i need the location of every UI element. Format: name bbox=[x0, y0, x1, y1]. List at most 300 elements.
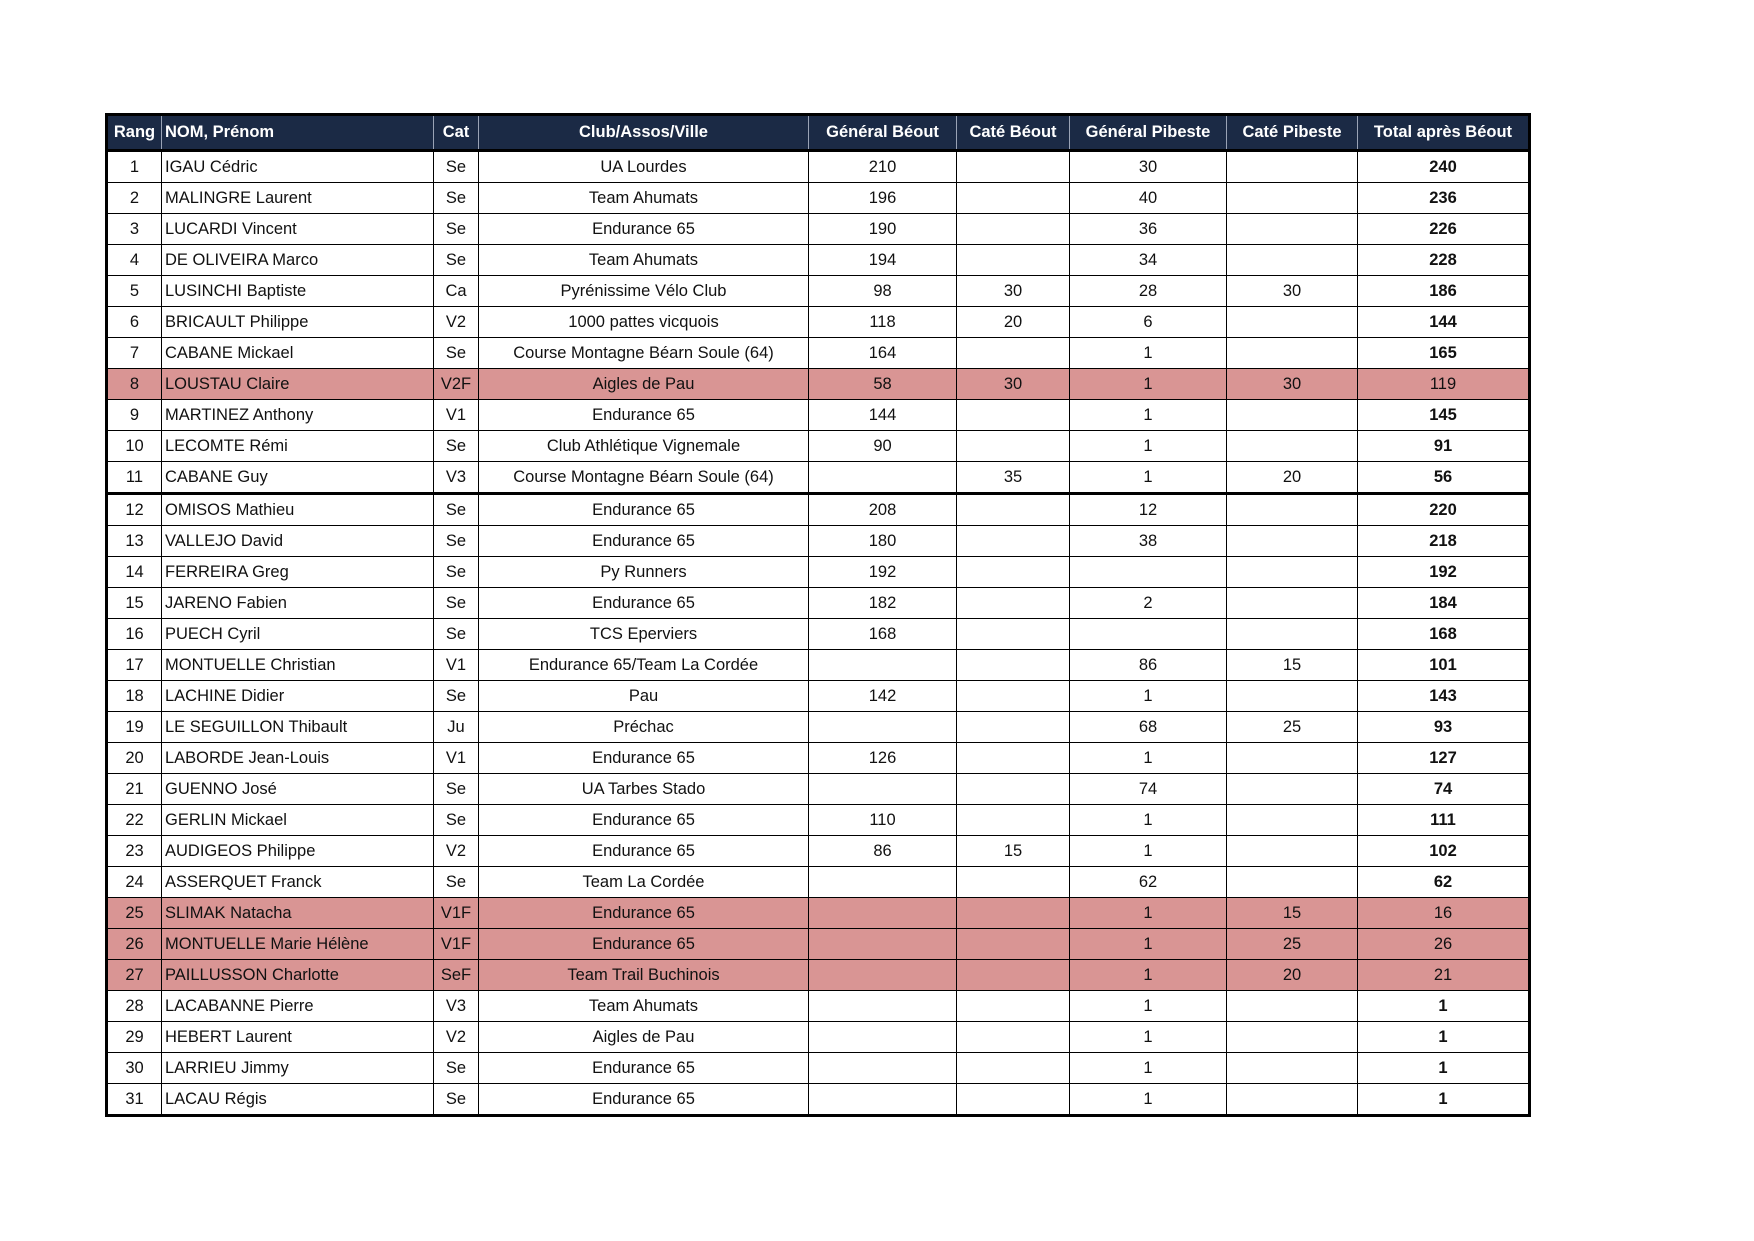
cell-name: LABORDE Jean-Louis bbox=[162, 743, 434, 774]
cell-cat: Ju bbox=[434, 712, 479, 743]
table-row bbox=[107, 712, 1530, 743]
cell-general-pibeste: 30 bbox=[1070, 151, 1227, 183]
cell-total: 144 bbox=[1358, 307, 1530, 338]
table-row bbox=[107, 183, 1530, 214]
cell-general-pibeste: 1 bbox=[1070, 681, 1227, 712]
cell-cate-pibeste bbox=[1227, 431, 1358, 462]
cell-rang: 31 bbox=[107, 1084, 162, 1116]
cell-cat: V2 bbox=[434, 1022, 479, 1053]
cell-cate-beout bbox=[957, 929, 1070, 960]
cell-name: MONTUELLE Christian bbox=[162, 650, 434, 681]
cell-rang: 29 bbox=[107, 1022, 162, 1053]
cell-general-beout: 86 bbox=[809, 836, 957, 867]
header-cat: Cat bbox=[434, 115, 479, 151]
cell-general-beout bbox=[809, 774, 957, 805]
cell-club: Team La Cordée bbox=[479, 867, 809, 898]
cell-cate-pibeste bbox=[1227, 400, 1358, 431]
cell-general-beout bbox=[809, 1053, 957, 1084]
cell-general-beout: 144 bbox=[809, 400, 957, 431]
header-row bbox=[107, 115, 1530, 151]
cell-cate-beout bbox=[957, 431, 1070, 462]
table-row bbox=[107, 1022, 1530, 1053]
cell-cate-pibeste bbox=[1227, 774, 1358, 805]
cell-cate-pibeste bbox=[1227, 151, 1358, 183]
cell-cate-beout bbox=[957, 991, 1070, 1022]
cell-cate-beout bbox=[957, 805, 1070, 836]
cell-name: MARTINEZ Anthony bbox=[162, 400, 434, 431]
cell-cat: Se bbox=[434, 774, 479, 805]
cell-total: 101 bbox=[1358, 650, 1530, 681]
table-row bbox=[107, 307, 1530, 338]
table-row bbox=[107, 898, 1530, 929]
cell-name: OMISOS Mathieu bbox=[162, 494, 434, 526]
table-row bbox=[107, 214, 1530, 245]
cell-rang: 18 bbox=[107, 681, 162, 712]
cell-cate-beout bbox=[957, 898, 1070, 929]
cell-cate-beout: 30 bbox=[957, 369, 1070, 400]
cell-general-pibeste: 1 bbox=[1070, 898, 1227, 929]
cell-general-pibeste: 1 bbox=[1070, 1053, 1227, 1084]
header-rang: Rang bbox=[107, 115, 162, 151]
cell-general-beout: 110 bbox=[809, 805, 957, 836]
cell-cate-pibeste bbox=[1227, 681, 1358, 712]
table-row bbox=[107, 557, 1530, 588]
cell-cat: Se bbox=[434, 214, 479, 245]
cell-name: PAILLUSSON Charlotte bbox=[162, 960, 434, 991]
cell-general-pibeste: 28 bbox=[1070, 276, 1227, 307]
cell-cate-beout bbox=[957, 151, 1070, 183]
cell-general-beout: 164 bbox=[809, 338, 957, 369]
cell-cate-pibeste bbox=[1227, 183, 1358, 214]
cell-general-beout bbox=[809, 929, 957, 960]
cell-name: LECOMTE Rémi bbox=[162, 431, 434, 462]
header-general-pibeste: Général Pibeste bbox=[1070, 115, 1227, 151]
cell-total: 91 bbox=[1358, 431, 1530, 462]
cell-total: 1 bbox=[1358, 1053, 1530, 1084]
cell-club: TCS Eperviers bbox=[479, 619, 809, 650]
cell-rang: 24 bbox=[107, 867, 162, 898]
cell-cate-beout: 15 bbox=[957, 836, 1070, 867]
cell-cat: V2F bbox=[434, 369, 479, 400]
cell-club: Endurance 65/Team La Cordée bbox=[479, 650, 809, 681]
cell-club: Endurance 65 bbox=[479, 1053, 809, 1084]
cell-rang: 22 bbox=[107, 805, 162, 836]
cell-cat: V3 bbox=[434, 991, 479, 1022]
cell-name: LACABANNE Pierre bbox=[162, 991, 434, 1022]
cell-total: 74 bbox=[1358, 774, 1530, 805]
cell-name: DE OLIVEIRA Marco bbox=[162, 245, 434, 276]
cell-club: Course Montagne Béarn Soule (64) bbox=[479, 462, 809, 494]
cell-general-pibeste: 1 bbox=[1070, 462, 1227, 494]
cell-name: ASSERQUET Franck bbox=[162, 867, 434, 898]
cell-total: 56 bbox=[1358, 462, 1530, 494]
cell-cate-beout: 35 bbox=[957, 462, 1070, 494]
cell-name: CABANE Mickael bbox=[162, 338, 434, 369]
cell-rang: 17 bbox=[107, 650, 162, 681]
cell-name: IGAU Cédric bbox=[162, 151, 434, 183]
cell-total: 168 bbox=[1358, 619, 1530, 650]
cell-general-pibeste: 68 bbox=[1070, 712, 1227, 743]
cell-cate-beout bbox=[957, 619, 1070, 650]
cell-total: 192 bbox=[1358, 557, 1530, 588]
header-club: Club/Assos/Ville bbox=[479, 115, 809, 151]
cell-rang: 23 bbox=[107, 836, 162, 867]
cell-general-pibeste: 34 bbox=[1070, 245, 1227, 276]
cell-club: Endurance 65 bbox=[479, 526, 809, 557]
cell-name: LACHINE Didier bbox=[162, 681, 434, 712]
cell-cate-beout bbox=[957, 557, 1070, 588]
cell-club: Aigles de Pau bbox=[479, 1022, 809, 1053]
cell-general-pibeste: 62 bbox=[1070, 867, 1227, 898]
cell-general-beout bbox=[809, 991, 957, 1022]
cell-general-pibeste: 6 bbox=[1070, 307, 1227, 338]
cell-rang: 25 bbox=[107, 898, 162, 929]
cell-club: Endurance 65 bbox=[479, 400, 809, 431]
cell-rang: 3 bbox=[107, 214, 162, 245]
cell-name: BRICAULT Philippe bbox=[162, 307, 434, 338]
table-row bbox=[107, 526, 1530, 557]
cell-cat: V3 bbox=[434, 462, 479, 494]
table-row bbox=[107, 400, 1530, 431]
cell-club: Aigles de Pau bbox=[479, 369, 809, 400]
cell-general-pibeste: 1 bbox=[1070, 929, 1227, 960]
table-row bbox=[107, 1053, 1530, 1084]
table-row bbox=[107, 588, 1530, 619]
cell-name: HEBERT Laurent bbox=[162, 1022, 434, 1053]
cell-cate-pibeste bbox=[1227, 557, 1358, 588]
cell-club: Endurance 65 bbox=[479, 1084, 809, 1116]
cell-cate-pibeste: 30 bbox=[1227, 276, 1358, 307]
header-cate-pibeste: Caté Pibeste bbox=[1227, 115, 1358, 151]
cell-name: LACAU Régis bbox=[162, 1084, 434, 1116]
table-row bbox=[107, 774, 1530, 805]
cell-club: Pau bbox=[479, 681, 809, 712]
cell-club: Endurance 65 bbox=[479, 898, 809, 929]
cell-general-beout: 210 bbox=[809, 151, 957, 183]
cell-rang: 5 bbox=[107, 276, 162, 307]
cell-cate-pibeste: 20 bbox=[1227, 960, 1358, 991]
cell-total: 186 bbox=[1358, 276, 1530, 307]
cell-rang: 10 bbox=[107, 431, 162, 462]
cell-name: LUSINCHI Baptiste bbox=[162, 276, 434, 307]
cell-general-beout bbox=[809, 712, 957, 743]
cell-rang: 19 bbox=[107, 712, 162, 743]
cell-cate-pibeste bbox=[1227, 245, 1358, 276]
cell-rang: 21 bbox=[107, 774, 162, 805]
cell-total: 218 bbox=[1358, 526, 1530, 557]
cell-general-pibeste: 1 bbox=[1070, 431, 1227, 462]
cell-name: FERREIRA Greg bbox=[162, 557, 434, 588]
cell-club: Endurance 65 bbox=[479, 588, 809, 619]
cell-cate-beout bbox=[957, 712, 1070, 743]
cell-cate-pibeste: 30 bbox=[1227, 369, 1358, 400]
cell-cat: V2 bbox=[434, 307, 479, 338]
cell-total: 165 bbox=[1358, 338, 1530, 369]
table-row bbox=[107, 681, 1530, 712]
cell-cate-pibeste bbox=[1227, 867, 1358, 898]
cell-cat: V1 bbox=[434, 650, 479, 681]
cell-total: 240 bbox=[1358, 151, 1530, 183]
cell-name: MONTUELLE Marie Hélène bbox=[162, 929, 434, 960]
cell-rang: 1 bbox=[107, 151, 162, 183]
cell-cate-beout bbox=[957, 494, 1070, 526]
cell-general-beout: 168 bbox=[809, 619, 957, 650]
cell-name: CABANE Guy bbox=[162, 462, 434, 494]
cell-cate-beout bbox=[957, 867, 1070, 898]
cell-club: UA Lourdes bbox=[479, 151, 809, 183]
cell-cate-beout: 20 bbox=[957, 307, 1070, 338]
cell-general-beout bbox=[809, 462, 957, 494]
cell-cate-pibeste bbox=[1227, 743, 1358, 774]
table-row bbox=[107, 960, 1530, 991]
cell-cate-beout bbox=[957, 650, 1070, 681]
cell-general-pibeste: 1 bbox=[1070, 400, 1227, 431]
cell-cat: Ca bbox=[434, 276, 479, 307]
cell-general-beout: 98 bbox=[809, 276, 957, 307]
cell-cat: Se bbox=[434, 1053, 479, 1084]
header-nom: NOM, Prénom bbox=[162, 115, 434, 151]
cell-cate-beout bbox=[957, 338, 1070, 369]
cell-cat: Se bbox=[434, 494, 479, 526]
cell-name: GERLIN Mickael bbox=[162, 805, 434, 836]
cell-cate-beout bbox=[957, 588, 1070, 619]
cell-cate-beout bbox=[957, 774, 1070, 805]
cell-club: Endurance 65 bbox=[479, 805, 809, 836]
cell-cat: Se bbox=[434, 867, 479, 898]
cell-total: 145 bbox=[1358, 400, 1530, 431]
cell-general-beout: 182 bbox=[809, 588, 957, 619]
cell-general-beout bbox=[809, 898, 957, 929]
cell-cate-pibeste: 15 bbox=[1227, 898, 1358, 929]
cell-cat: Se bbox=[434, 245, 479, 276]
cell-general-beout: 126 bbox=[809, 743, 957, 774]
cell-rang: 11 bbox=[107, 462, 162, 494]
cell-total: 127 bbox=[1358, 743, 1530, 774]
cell-total: 16 bbox=[1358, 898, 1530, 929]
cell-total: 143 bbox=[1358, 681, 1530, 712]
cell-general-beout: 118 bbox=[809, 307, 957, 338]
cell-cate-beout bbox=[957, 1053, 1070, 1084]
cell-general-pibeste: 12 bbox=[1070, 494, 1227, 526]
cell-cat: Se bbox=[434, 183, 479, 214]
cell-cate-beout bbox=[957, 400, 1070, 431]
cell-general-beout: 180 bbox=[809, 526, 957, 557]
cell-total: 119 bbox=[1358, 369, 1530, 400]
cell-total: 26 bbox=[1358, 929, 1530, 960]
cell-general-beout bbox=[809, 1022, 957, 1053]
table-row bbox=[107, 245, 1530, 276]
cell-rang: 2 bbox=[107, 183, 162, 214]
cell-rang: 30 bbox=[107, 1053, 162, 1084]
cell-general-pibeste: 1 bbox=[1070, 836, 1227, 867]
cell-club: Course Montagne Béarn Soule (64) bbox=[479, 338, 809, 369]
cell-rang: 28 bbox=[107, 991, 162, 1022]
cell-total: 226 bbox=[1358, 214, 1530, 245]
cell-cate-pibeste bbox=[1227, 1053, 1358, 1084]
cell-general-pibeste: 1 bbox=[1070, 369, 1227, 400]
cell-cat: V1F bbox=[434, 898, 479, 929]
cell-rang: 4 bbox=[107, 245, 162, 276]
cell-cat: V1 bbox=[434, 400, 479, 431]
cell-total: 21 bbox=[1358, 960, 1530, 991]
cell-name: PUECH Cyril bbox=[162, 619, 434, 650]
cell-cat: Se bbox=[434, 588, 479, 619]
cell-cate-beout bbox=[957, 1084, 1070, 1116]
table-row bbox=[107, 276, 1530, 307]
cell-cate-pibeste bbox=[1227, 526, 1358, 557]
cell-club: Team Ahumats bbox=[479, 183, 809, 214]
table-row bbox=[107, 743, 1530, 774]
cell-club: Endurance 65 bbox=[479, 836, 809, 867]
cell-cate-beout: 30 bbox=[957, 276, 1070, 307]
cell-cate-pibeste bbox=[1227, 214, 1358, 245]
cell-total: 236 bbox=[1358, 183, 1530, 214]
cell-name: GUENNO José bbox=[162, 774, 434, 805]
cell-cate-beout bbox=[957, 245, 1070, 276]
cell-general-beout bbox=[809, 960, 957, 991]
cell-name: AUDIGEOS Philippe bbox=[162, 836, 434, 867]
cell-total: 111 bbox=[1358, 805, 1530, 836]
cell-cat: V1 bbox=[434, 743, 479, 774]
cell-club: Endurance 65 bbox=[479, 743, 809, 774]
cell-cat: Se bbox=[434, 431, 479, 462]
cell-total: 220 bbox=[1358, 494, 1530, 526]
cell-name: JARENO Fabien bbox=[162, 588, 434, 619]
cell-general-beout: 90 bbox=[809, 431, 957, 462]
table-row bbox=[107, 805, 1530, 836]
cell-general-pibeste: 1 bbox=[1070, 1022, 1227, 1053]
cell-rang: 16 bbox=[107, 619, 162, 650]
cell-rang: 7 bbox=[107, 338, 162, 369]
table-row bbox=[107, 494, 1530, 526]
cell-name: MALINGRE Laurent bbox=[162, 183, 434, 214]
cell-cat: Se bbox=[434, 526, 479, 557]
cell-cate-pibeste bbox=[1227, 307, 1358, 338]
cell-total: 184 bbox=[1358, 588, 1530, 619]
cell-cat: V2 bbox=[434, 836, 479, 867]
cell-cate-pibeste bbox=[1227, 991, 1358, 1022]
cell-general-pibeste: 74 bbox=[1070, 774, 1227, 805]
cell-cate-pibeste: 15 bbox=[1227, 650, 1358, 681]
cell-name: LARRIEU Jimmy bbox=[162, 1053, 434, 1084]
cell-total: 1 bbox=[1358, 991, 1530, 1022]
cell-cate-beout bbox=[957, 1022, 1070, 1053]
cell-rang: 27 bbox=[107, 960, 162, 991]
table-row bbox=[107, 991, 1530, 1022]
cell-cat: Se bbox=[434, 557, 479, 588]
cell-club: Endurance 65 bbox=[479, 494, 809, 526]
cell-general-pibeste: 1 bbox=[1070, 805, 1227, 836]
cell-cat: Se bbox=[434, 805, 479, 836]
cell-cate-beout bbox=[957, 960, 1070, 991]
cell-general-pibeste: 1 bbox=[1070, 960, 1227, 991]
cell-cat: Se bbox=[434, 151, 479, 183]
table-row bbox=[107, 338, 1530, 369]
cell-name: SLIMAK Natacha bbox=[162, 898, 434, 929]
cell-cate-beout bbox=[957, 183, 1070, 214]
table-row bbox=[107, 619, 1530, 650]
cell-rang: 12 bbox=[107, 494, 162, 526]
table-row bbox=[107, 650, 1530, 681]
table-row bbox=[107, 929, 1530, 960]
cell-club: Team Ahumats bbox=[479, 245, 809, 276]
cell-cat: Se bbox=[434, 681, 479, 712]
cell-general-pibeste: 40 bbox=[1070, 183, 1227, 214]
cell-general-pibeste: 1 bbox=[1070, 1084, 1227, 1116]
cell-cate-pibeste: 25 bbox=[1227, 712, 1358, 743]
cell-cate-pibeste bbox=[1227, 1022, 1358, 1053]
header-total: Total après Béout bbox=[1358, 115, 1530, 151]
cell-rang: 13 bbox=[107, 526, 162, 557]
cell-name: LOUSTAU Claire bbox=[162, 369, 434, 400]
cell-cate-beout bbox=[957, 214, 1070, 245]
cell-club: Pyrénissime Vélo Club bbox=[479, 276, 809, 307]
cell-rang: 26 bbox=[107, 929, 162, 960]
cell-general-pibeste: 1 bbox=[1070, 991, 1227, 1022]
cell-club: Endurance 65 bbox=[479, 929, 809, 960]
table-body bbox=[107, 151, 1530, 1116]
table-row bbox=[107, 151, 1530, 183]
cell-rang: 15 bbox=[107, 588, 162, 619]
cell-club: Club Athlétique Vignemale bbox=[479, 431, 809, 462]
table-row bbox=[107, 1084, 1530, 1116]
table-row bbox=[107, 462, 1530, 494]
cell-cate-pibeste bbox=[1227, 588, 1358, 619]
cell-general-pibeste: 1 bbox=[1070, 338, 1227, 369]
cell-club: Team Trail Buchinois bbox=[479, 960, 809, 991]
cell-general-beout: 194 bbox=[809, 245, 957, 276]
cell-club: 1000 pattes vicquois bbox=[479, 307, 809, 338]
header-general-beout: Général Béout bbox=[809, 115, 957, 151]
cell-general-pibeste: 38 bbox=[1070, 526, 1227, 557]
cell-cate-beout bbox=[957, 526, 1070, 557]
cell-name: VALLEJO David bbox=[162, 526, 434, 557]
cell-cate-beout bbox=[957, 743, 1070, 774]
cell-rang: 6 bbox=[107, 307, 162, 338]
cell-cat: Se bbox=[434, 338, 479, 369]
cell-general-pibeste: 2 bbox=[1070, 588, 1227, 619]
cell-total: 102 bbox=[1358, 836, 1530, 867]
cell-cat: Se bbox=[434, 1084, 479, 1116]
cell-cate-pibeste bbox=[1227, 338, 1358, 369]
cell-cat: SeF bbox=[434, 960, 479, 991]
cell-total: 93 bbox=[1358, 712, 1530, 743]
table-row bbox=[107, 867, 1530, 898]
ranking-table bbox=[105, 113, 1531, 1117]
cell-total: 1 bbox=[1358, 1022, 1530, 1053]
cell-rang: 9 bbox=[107, 400, 162, 431]
cell-general-beout bbox=[809, 650, 957, 681]
cell-cate-pibeste bbox=[1227, 619, 1358, 650]
cell-total: 62 bbox=[1358, 867, 1530, 898]
cell-general-pibeste bbox=[1070, 557, 1227, 588]
cell-general-beout: 190 bbox=[809, 214, 957, 245]
cell-total: 1 bbox=[1358, 1084, 1530, 1116]
cell-cate-beout bbox=[957, 681, 1070, 712]
cell-club: Préchac bbox=[479, 712, 809, 743]
cell-general-beout: 208 bbox=[809, 494, 957, 526]
cell-general-pibeste bbox=[1070, 619, 1227, 650]
cell-general-beout: 142 bbox=[809, 681, 957, 712]
cell-general-pibeste: 86 bbox=[1070, 650, 1227, 681]
cell-general-beout: 196 bbox=[809, 183, 957, 214]
cell-general-beout: 58 bbox=[809, 369, 957, 400]
cell-club: Py Runners bbox=[479, 557, 809, 588]
cell-cat: V1F bbox=[434, 929, 479, 960]
cell-general-pibeste: 36 bbox=[1070, 214, 1227, 245]
cell-name: LE SEGUILLON Thibault bbox=[162, 712, 434, 743]
cell-cate-pibeste bbox=[1227, 805, 1358, 836]
